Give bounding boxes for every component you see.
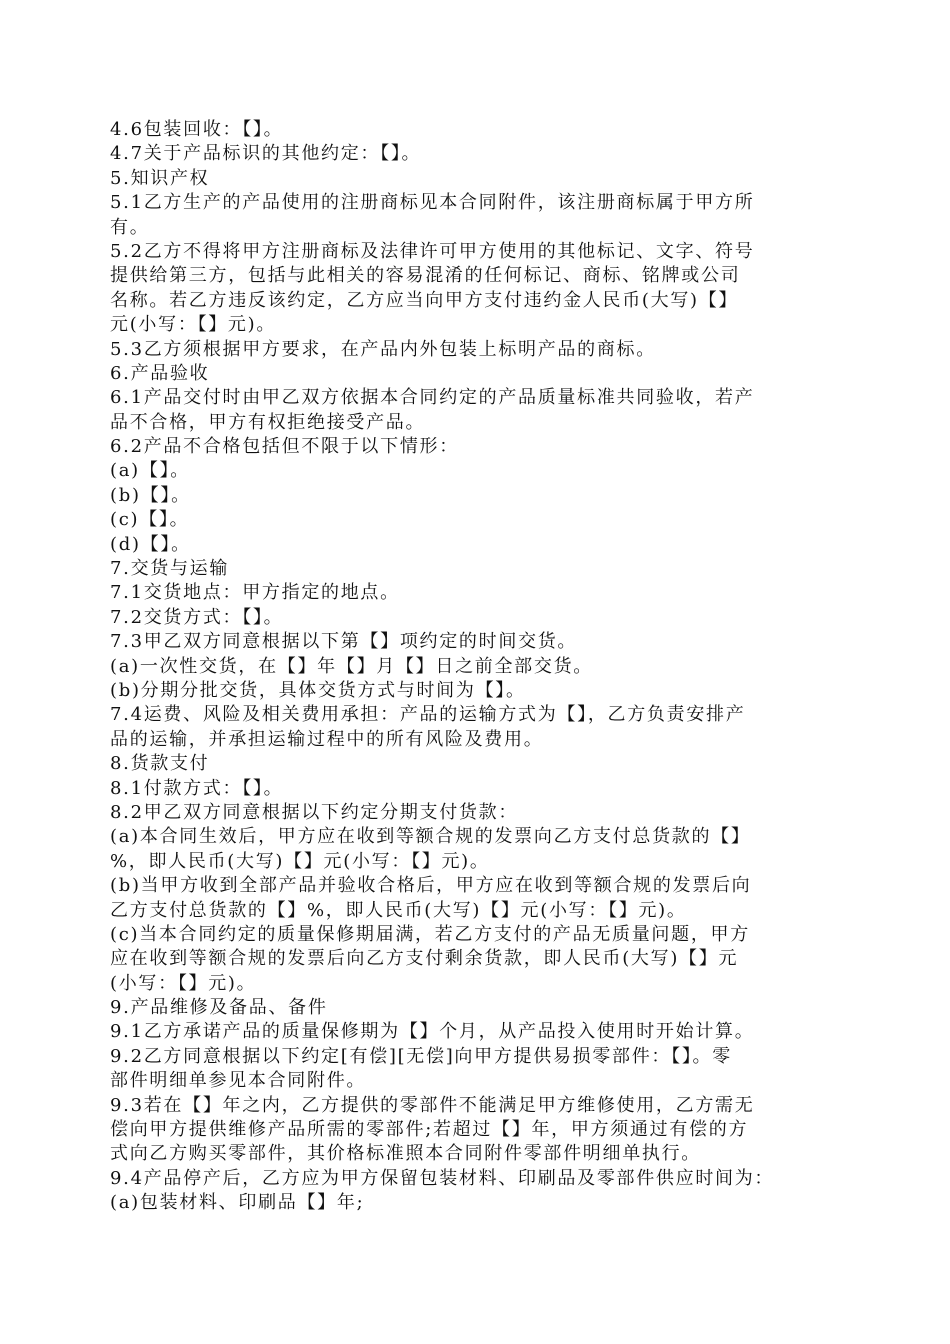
list-item: 应在收到等额合规的发票后向乙方支付剩余货款，即人民币(大写)【】元 — [110, 948, 739, 970]
section-heading: 8.货款支付 — [110, 753, 210, 775]
list-item: (a)【】。 — [110, 460, 190, 482]
text-line: 9.3若在【】年之内，乙方提供的零部件不能满足甲方维修使用，乙方需无 — [110, 1094, 755, 1116]
list-item: (c)当本合同约定的质量保修期届满，若乙方支付的产品无质量问题，甲方 — [110, 923, 750, 945]
text-line: 6.1产品交付时由甲乙双方依据本合同约定的产品质量标准共同验收，若产 — [110, 387, 755, 409]
section-heading: 9.产品维修及备品、备件 — [110, 997, 328, 1019]
text-line: 部件明细单参见本合同附件。 — [110, 1070, 367, 1092]
list-item: (小写：【】元)。 — [110, 972, 257, 994]
text-line: 有。 — [110, 216, 150, 238]
list-item: (b)当甲方收到全部产品并验收合格后，甲方应在收到等额合规的发票后向 — [110, 875, 752, 897]
list-item: (a)包装材料、印刷品【】年; — [110, 1192, 365, 1214]
text-line: 5.3乙方须根据甲方要求，在产品内外包装上标明产品的商标。 — [110, 338, 656, 360]
document-body — [110, 118, 850, 1216]
text-line: 9.4产品停产后，乙方应为甲方保留包装材料、印刷品及零部件供应时间为： — [110, 1167, 775, 1189]
list-item: (a)本合同生效后，甲方应在收到等额合规的发票向乙方支付总货款的【】 — [110, 826, 751, 848]
list-item: 乙方支付总货款的【】%，即人民币(大写)【】元(小写：【】元)。 — [110, 899, 687, 921]
text-line: 5.1乙方生产的产品使用的注册商标见本合同附件，该注册商标属于甲方所 — [110, 192, 755, 214]
text-line: 6.2产品不合格包括但不限于以下情形： — [110, 436, 459, 458]
text-line: 7.1交货地点：甲方指定的地点。 — [110, 582, 400, 604]
text-line: 提供给第三方，包括与此相关的容易混淆的任何标记、商标、铭牌或公司 — [110, 265, 741, 287]
text-line: 元(小写：【】元)。 — [110, 314, 277, 336]
text-line: 8.1付款方式：【】。 — [110, 777, 284, 799]
text-line: 式向乙方购买零部件，其价格标准照本合同附件零部件明细单执行。 — [110, 1143, 701, 1165]
text-line: 品的运输，并承担运输过程中的所有风险及费用。 — [110, 728, 544, 750]
text-line: 5.2乙方不得将甲方注册商标及法律许可甲方使用的其他标记、文字、符号 — [110, 240, 755, 262]
text-line: 4.6包装回收：【】。 — [110, 119, 284, 140]
text-line: 4.7关于产品标识的其他约定：【】。 — [110, 143, 422, 165]
text-line: 9.2乙方同意根据以下约定[有偿][无偿]向甲方提供易损零部件：【】。零 — [110, 1045, 732, 1067]
list-item: (b)分期分批交货，具体交货方式与时间为【】。 — [110, 679, 526, 701]
section-heading: 5.知识产权 — [110, 167, 210, 189]
list-item: (d)【】。 — [110, 533, 191, 555]
text-line: 7.2交货方式：【】。 — [110, 606, 284, 628]
text-line: 7.4运费、风险及相关费用承担：产品的运输方式为【】，乙方负责安排产 — [110, 704, 746, 726]
list-item: (c)【】。 — [110, 509, 190, 531]
section-heading: 7.交货与运输 — [110, 558, 230, 580]
text-line: 9.1乙方承诺产品的质量保修期为【】个月，从产品投入使用时开始计算。 — [110, 1021, 755, 1043]
list-item: (a)一次性交货，在【】年【】月【】日之前全部交货。 — [110, 655, 593, 677]
list-item: (b)【】。 — [110, 484, 191, 506]
text-line: 名称。若乙方违反该约定，乙方应当向甲方支付违约金人民币(大写)【】 — [110, 289, 739, 311]
text-line: 偿向甲方提供维修产品所需的零部件;若超过【】年，甲方须通过有偿的方 — [110, 1119, 749, 1141]
list-item: %，即人民币(大写)【】元(小写：【】元)。 — [110, 850, 490, 872]
text-line: 8.2甲乙双方同意根据以下约定分期支付货款： — [110, 801, 519, 823]
section-heading: 6.产品验收 — [110, 362, 210, 384]
text-line: 品不合格，甲方有权拒绝接受产品。 — [110, 411, 426, 433]
text-line: 7.3甲乙双方同意根据以下第【】项约定的时间交货。 — [110, 631, 578, 653]
